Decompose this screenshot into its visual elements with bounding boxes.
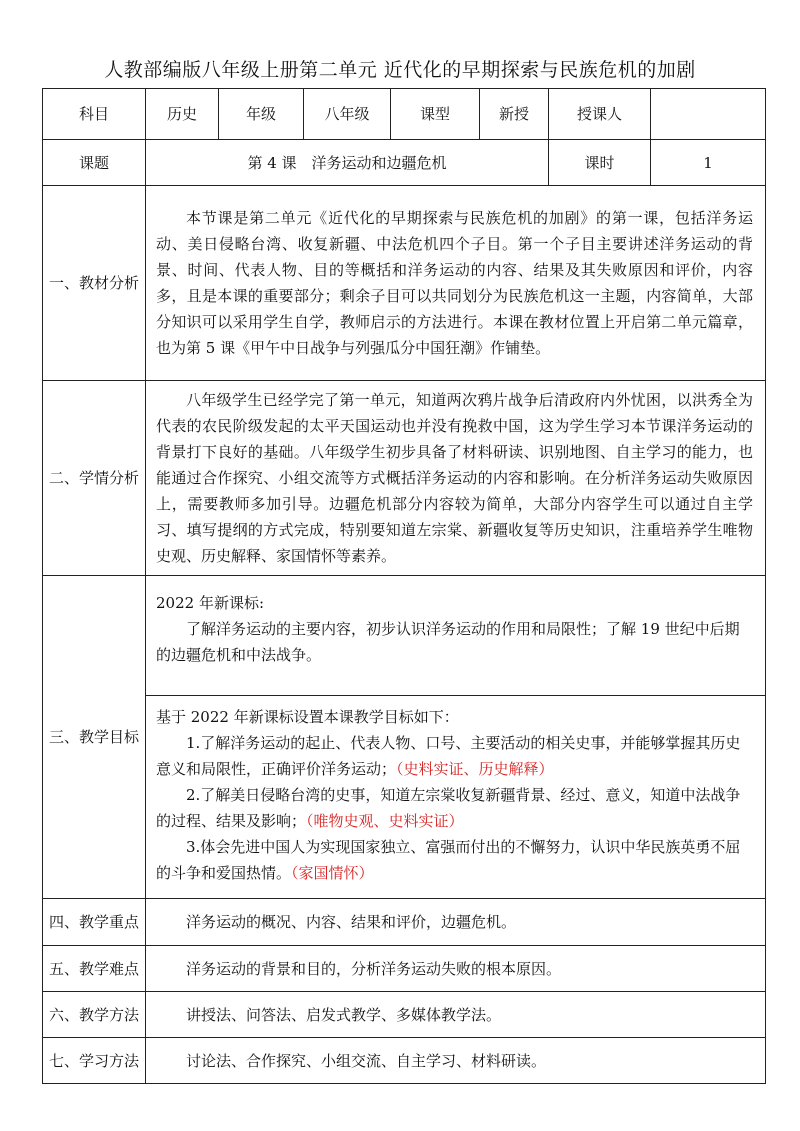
lesson-plan-table: [42, 88, 766, 1084]
teaching-goal-item: [156, 730, 753, 782]
topic-value: 第 4 课 洋务运动和边疆危机: [146, 140, 549, 186]
textbook-analysis-text: 本节课是第二单元《近代化的早期探索与民族危机的加剧》的第一课，包括洋务运动、美日侵略台湾、收复新疆、中法危机四个子目。第一个子目主要讲述洋务运动的背景、时间、代表人物、目的等概括和洋务运动的内容、结果及其失败原因和评价，内容多，且是本课的重要部分；剩余子目可以共同划分为民族危机这一主题，内容简单，大部分知识可以采用学生自学，教师启示的方法进行。本课在教材位置上开启第二单元篇章，也为第 5 课《甲午中日战争与列强瓜分中国狂潮》作铺垫。: [156, 209, 753, 357]
teaching-methods-label: 六、教学方法: [43, 992, 146, 1038]
teaching-goals-row: [43, 696, 766, 899]
teaching-goals-cell: [146, 696, 766, 899]
goal-text: 1.了解洋务运动的起止、代表人物、口号、主要活动的相关史事，并能够掌握其历史意义和局限性，正确评价洋务运动；: [156, 734, 741, 778]
goal-text: 2.了解美日侵略台湾的史事，知道左宗棠收复新疆背景、经过、意义，知道中法战争的过程、结果及影响；: [156, 786, 741, 830]
difficulties-text: 洋务运动的背景和目的，分析洋务运动失败的根本原因。: [186, 959, 562, 978]
teaching-goals-heading: 基于 2022 年新课标设置本课教学目标如下：: [156, 708, 459, 726]
teaching-methods-text: 讲授法、问答法、启发式教学、多媒体教学法。: [186, 1005, 502, 1024]
curriculum-standard-text: 了解洋务运动的主要内容，初步认识洋务运动的作用和局限性；了解 19 世纪中后期的边疆危机和中法战争。: [156, 620, 740, 664]
key-points-cell: [146, 899, 766, 946]
goal-literacy-tag: （史料实证、历史解释）: [396, 760, 554, 778]
teaching-methods-row: [43, 992, 766, 1038]
lesson-type-value: 新授: [480, 89, 549, 140]
key-points-text: 洋务运动的概况、内容、结果和评价，边疆危机。: [186, 913, 517, 931]
student-analysis-row: [43, 381, 766, 576]
teaching-goal-item: [156, 834, 753, 886]
learning-methods-text: 讨论法、合作探究、小组交流、自主学习、材料研读。: [186, 1051, 547, 1070]
topic-row: [43, 140, 766, 186]
key-points-row: [43, 899, 766, 946]
grade-label: 年级: [219, 89, 304, 140]
teacher-value: [651, 89, 766, 140]
topic-label: 课题: [43, 140, 146, 186]
key-points-label: 四、教学重点: [43, 899, 146, 946]
header-row: [43, 89, 766, 140]
hours-label: 课时: [549, 140, 651, 186]
difficulties-row: [43, 946, 766, 992]
document-title: 人教部编版八年级上册第二单元 近代化的早期探索与民族危机的加剧: [104, 59, 696, 81]
learning-methods-row: [43, 1038, 766, 1084]
lesson-type-label: 课型: [391, 89, 480, 140]
curriculum-standard-heading: 2022 年新课标:: [156, 594, 264, 612]
subject-label: 科目: [43, 89, 146, 140]
student-analysis-label: 二、学情分析: [43, 381, 146, 576]
difficulties-label: 五、教学难点: [43, 946, 146, 992]
student-analysis-text: 八年级学生已经学完了第一单元，知道两次鸦片战争后清政府内外忧困，以洪秀全为代表的农民阶级发起的太平天国运动也并没有挽救中国，这为学生学习本节课洋务运动的背景打下良好的基础。八年级学生初步具备了材料研读、识别地图、自主学习的能力，也能通过合作探究、小组交流等方式概括洋务运动的内容和影响。在分析洋务运动失败原因上，需要教师多加引导。边疆危机部分内容较为简单，大部分内容学生可以通过自主学习、填写提纲的方式完成，特别要知道左宗棠、新疆收复等历史知识，注重培养学生唯物史观、历史解释、家国情怀等素养。: [156, 391, 753, 565]
teacher-label: 授课人: [549, 89, 651, 140]
goal-text: 3.体会先进中国人为实现国家独立、富强而付出的不懈努力，认识中华民族英勇不屈的斗争和爱国热情。: [156, 838, 741, 882]
learning-methods-label: 七、学习方法: [43, 1038, 146, 1084]
subject-value: 历史: [146, 89, 219, 140]
learning-methods-cell: [146, 1038, 766, 1084]
curriculum-standard-cell: [146, 576, 766, 696]
difficulties-cell: [146, 946, 766, 992]
teaching-goals-label: 三、教学目标: [43, 576, 146, 899]
hours-value: 1: [651, 140, 766, 186]
curriculum-standard-row: [43, 576, 766, 696]
teaching-methods-cell: [146, 992, 766, 1038]
textbook-analysis-row: [43, 186, 766, 381]
goal-literacy-tag: （唯物史观、史料实证）: [306, 812, 464, 830]
textbook-analysis-label: 一、教材分析: [43, 186, 146, 381]
goal-literacy-tag: （家国情怀）: [291, 864, 374, 882]
textbook-analysis-cell: [146, 186, 766, 381]
grade-value: 八年级: [304, 89, 391, 140]
student-analysis-cell: [146, 381, 766, 576]
teaching-goal-item: [156, 782, 753, 834]
